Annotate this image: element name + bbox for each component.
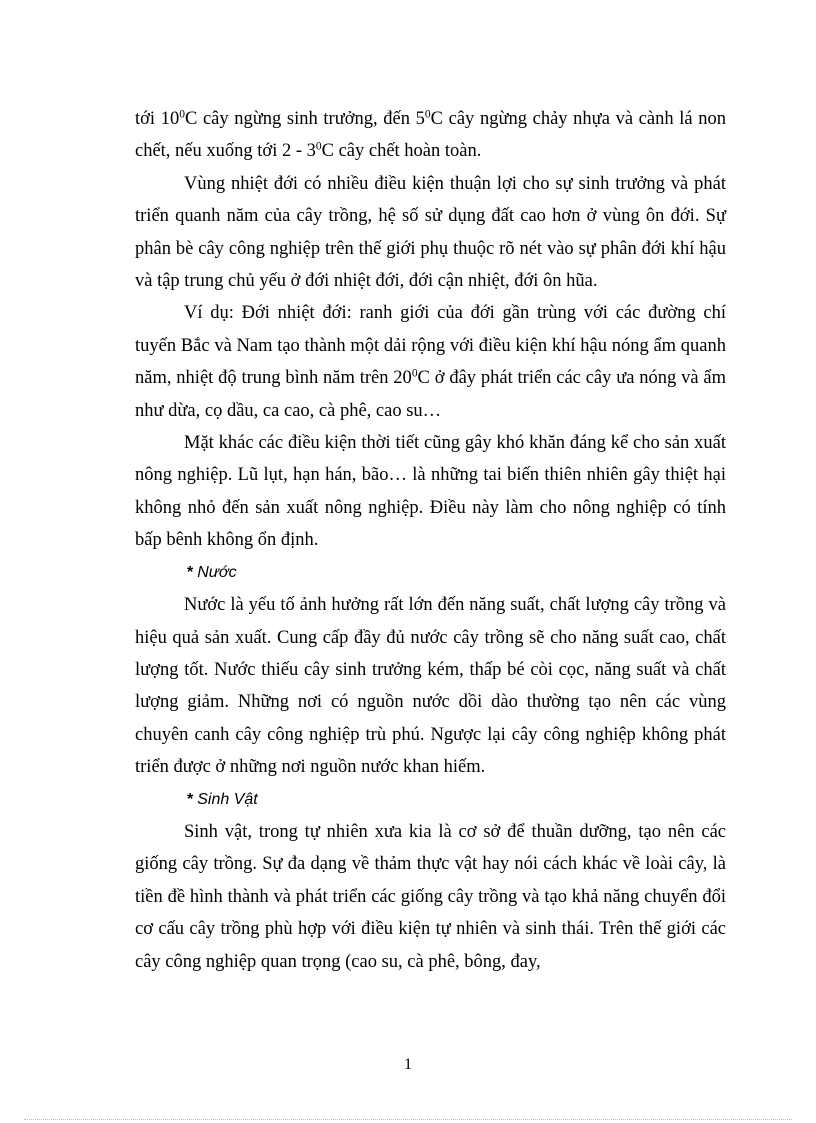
paragraph-4: Mặt khác các điều kiện thời tiết cũng gây khó khăn đáng kể cho sản xuất nông nghiệp. Lũ lụt, hạn hán, bão… là những tai biến thiên nhiên gây thiệt hại không nhỏ đến sản xuất nông nghiệp. Điều này làm cho nông nghiệp có tính bấp bênh không ổn định.	[135, 433, 726, 551]
text-run: Ví dụ: Đới nhiệt đới: ranh giới của đới gần trùng với các đường chí tuyến Bắc và Nam tạo thành một dải rộng với điều kiện khí hậu nóng ẩm quanh năm, nhiệt độ trung bình năm trên 20	[135, 303, 726, 389]
paragraph-3	[135, 297, 726, 427]
degree-superscript: 0	[424, 108, 431, 121]
degree-superscript: 0	[315, 141, 322, 154]
text-run: C cây ngừng sinh trưởng, đến 5	[184, 109, 425, 129]
text-run: C cây ngừng chảy nhựa và cành lá non chết, nếu xuống tới 2 - 3	[135, 109, 726, 162]
paragraph-1	[135, 103, 726, 168]
bullet-asterisk: *	[187, 790, 194, 808]
text-run: tới 10	[135, 109, 180, 129]
paragraph-5: Nước là yếu tố ảnh hưởng rất lớn đến năng suất, chất lượng cây trồng và hiệu quả sản xuất. Cung cấp đầy đủ nước cây trồng sẽ cho năng suất cao, chất lượng tốt. Nước thiếu cây sinh trưởng kém, thấp bé còi cọc, năng suất và chất lượng giảm. Những nơi có nguồn nước dồi dào thường tạo nên các vùng chuyên canh cây công nghiệp trù phú. Ngược lại cây công nghiệp không phát triển được ở những nơi nguồn nước khan hiếm.	[135, 595, 726, 778]
paragraph-6: Sinh vật, trong tự nhiên xưa kia là cơ sở để thuần dưỡng, tạo nên các giống cây trồng. Sự đa dạng về thảm thực vật hay nói cách khác về loài cây, là tiền đề hình thành và phát triển các giống cây trồng và tạo khả năng chuyển đổi cơ cấu cây trồng phù hợp với điều kiện tự nhiên và sinh thái. Trên thế giới các cây công nghiệp quan trọng (cao su, cà phê, bông, đay,	[135, 821, 726, 972]
bullet-asterisk: *	[187, 563, 194, 581]
section-heading-label: Nước	[197, 563, 237, 581]
section-heading-biology	[135, 784, 726, 816]
page-number: 1	[404, 1056, 412, 1073]
section-heading-label: Sinh Vật	[197, 790, 258, 808]
document-body	[135, 103, 726, 978]
degree-superscript: 0	[411, 367, 418, 380]
text-run: C ở đây phát triển các cây ưa nóng và ẩm như dừa, cọ dầu, ca cao, cà phê, cao su…	[135, 368, 726, 421]
section-heading-water	[135, 557, 726, 589]
text-run: C cây chết hoàn toàn.	[321, 141, 482, 162]
degree-superscript: 0	[179, 108, 185, 121]
paragraph-2: Vùng nhiệt đới có nhiều điều kiện thuận lợi cho sự sinh trưởng và phát triển quanh năm của cây trồng, hệ số sử dụng đất cao hơn ở vùng ôn đới. Sự phân bè cây công nghiệp trên thế giới phụ thuộc rõ nét vào sự phân đới khí hậu và tập trung chủ yếu ở đới nhiệt đới, đới cận nhiệt, đới ôn hũa.	[135, 173, 726, 292]
page-edge-divider	[24, 1119, 792, 1120]
